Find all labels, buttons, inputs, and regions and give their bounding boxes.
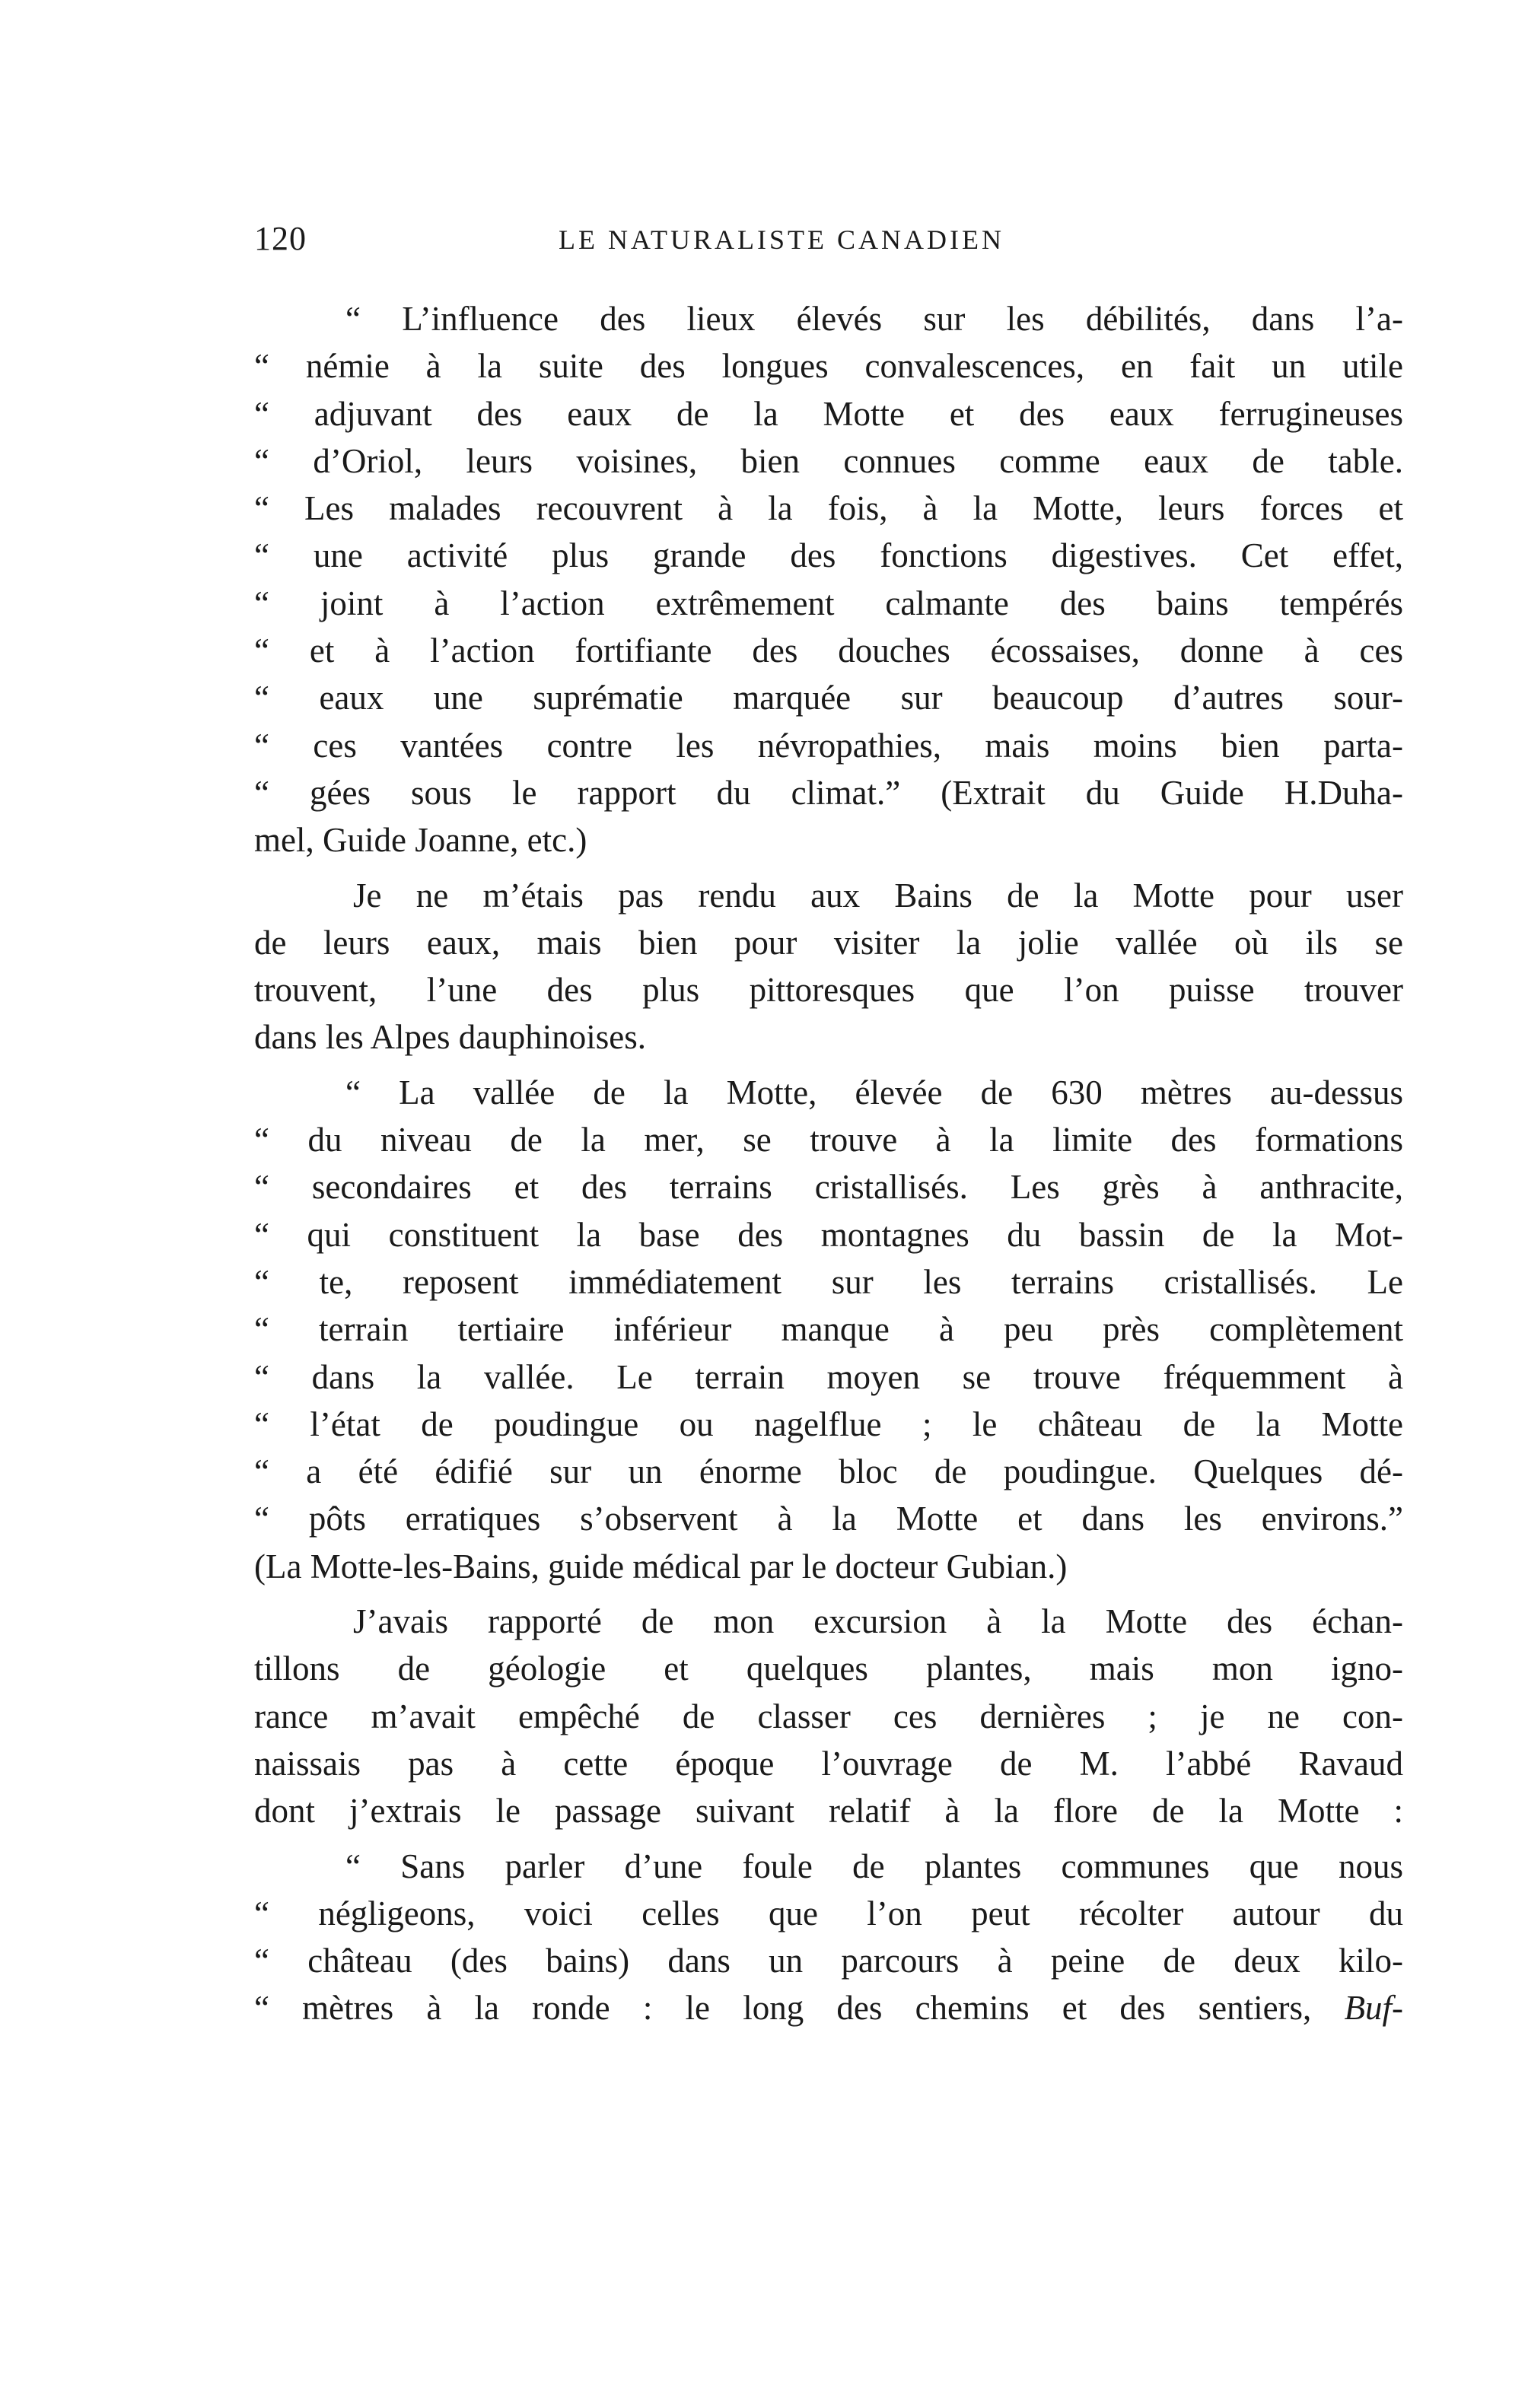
text-line: Je ne m’étais pas rendu aux Bains de la Motte pour user: [353, 876, 1403, 915]
text-line: “ ces vantées contre les névropathies, mais moins bien parta-: [254, 726, 1403, 765]
text-line: “ et à l’action fortifiante des douches écossaises, donne à ces: [254, 631, 1403, 670]
paragraph-quote-1: [254, 295, 1403, 864]
text-line: “ l’état de poudingue ou nagelflue ; le château de la Motte: [254, 1404, 1403, 1443]
text-line-with-italic: [254, 1984, 1403, 2031]
text-line: naissais pas à cette époque l’ouvrage de M. l’abbé Ravaud: [254, 1744, 1403, 1783]
text-line: “ joint à l’action extrêmement calmante des bains tempérés: [254, 584, 1403, 622]
text-line: “ La vallée de la Motte, élevée de 630 mètres au-dessus: [345, 1073, 1403, 1112]
text-line: “ du niveau de la mer, se trouve à la limite des formations: [254, 1121, 1403, 1159]
text-line: “ pôts erratiques s’observent à la Motte et dans les environs.”: [254, 1500, 1403, 1538]
paragraph-quote-2: [254, 1069, 1403, 1590]
text-segment: “ mètres à la ronde : le long des chemins et des sentiers,: [254, 1989, 1345, 2028]
text-line: “ terrain tertiaire inférieur manque à peu près complètement: [254, 1310, 1403, 1349]
text-line: “ d’Oriol, leurs voisines, bien connues comme eaux de table.: [254, 441, 1403, 480]
text-line: trouvent, l’une des plus pittoresques que l’on puisse trouver: [254, 971, 1403, 1010]
text-line: dans les Alpes dauphinoises.: [254, 1018, 646, 1057]
text-line: “ négligeons, voici celles que l’on peut récolter autour du: [254, 1894, 1403, 1932]
text-line: “ eaux une suprématie marquée sur beaucoup d’autres sour-: [254, 679, 1403, 717]
text-line: “ a été édifié sur un énorme bloc de poudingue. Quelques dé-: [254, 1452, 1403, 1491]
text-line: “ une activité plus grande des fonctions digestives. Cet effet,: [254, 536, 1403, 575]
text-line: rance m’avait empêché de classer ces dernières ; je ne con-: [254, 1697, 1403, 1735]
text-line: “ qui constituent la base des montagnes du bassin de la Mot-: [254, 1215, 1403, 1254]
text-line: dont j’extrais le passage suivant relatif à la flore de la Motte :: [254, 1792, 1403, 1831]
text-line: “ te, reposent immédiatement sur les terrains cristallisés. Le: [254, 1262, 1403, 1301]
text-line: “ gées sous le rapport du climat.” (Extrait du Guide H.Duha-: [254, 773, 1403, 812]
text-line: J’avais rapporté de mon excursion à la Motte des échan-: [353, 1602, 1403, 1641]
text-line: “ secondaires et des terrains cristallisés. Les grès à anthracite,: [254, 1168, 1403, 1207]
text-line: tillons de géologie et quelques plantes, mais mon igno-: [254, 1649, 1403, 1688]
page-number: 120: [254, 220, 307, 257]
text-line: “ château (des bains) dans un parcours à peine de deux kilo-: [254, 1942, 1403, 1980]
text-line: “ L’influence des lieux élevés sur les débilités, dans l’a-: [345, 300, 1403, 338]
running-title: LE NATURALISTE CANADIEN: [559, 224, 1004, 255]
paragraph-2: [254, 872, 1403, 1061]
italic-word: Buf-: [1344, 1989, 1403, 2028]
paragraph-quote-3: [254, 1843, 1403, 2032]
paragraph-4: [254, 1598, 1403, 1834]
text-line: mel, Guide Joanne, etc.): [254, 821, 587, 860]
text-line: (La Motte-les-Bains, guide médical par le docteur Gubian.): [254, 1547, 1068, 1586]
text-line: “ Sans parler d’une foule de plantes communes que nous: [345, 1847, 1403, 1885]
page-header: [254, 219, 1411, 265]
body-text: [254, 295, 1403, 2032]
text-line: “ némie à la suite des longues convalescences, en fait un utile: [254, 347, 1403, 386]
text-line: “ dans la vallée. Le terrain moyen se trouve fréquemment à: [254, 1357, 1403, 1396]
text-line: de leurs eaux, mais bien pour visiter la jolie vallée où ils se: [254, 923, 1403, 962]
text-line: “ Les malades recouvrent à la fois, à la Motte, leurs forces et: [254, 489, 1403, 528]
text-line: “ adjuvant des eaux de la Motte et des eaux ferrugineuses: [254, 394, 1403, 433]
